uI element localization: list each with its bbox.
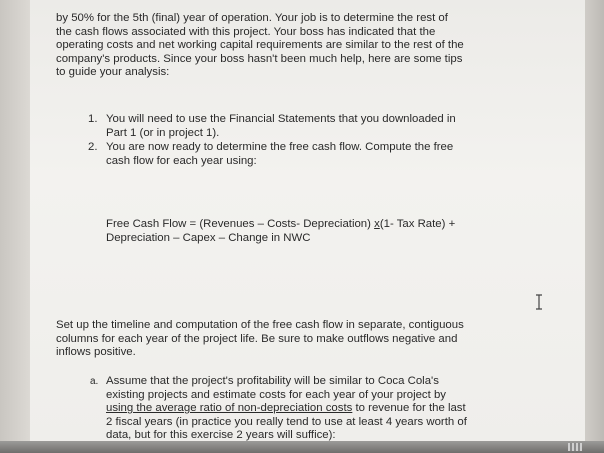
taskbar-strip <box>0 441 604 453</box>
free-cash-flow-formula <box>106 218 546 245</box>
document-page[interactable] <box>30 0 585 445</box>
timeline-paragraph: Set up the timeline and computation of the free cash flow in separate, contiguous columns for each year of the project life. Be sure to make outflows negative and inflows positive. <box>56 319 464 359</box>
sublist-item-text <box>106 375 556 443</box>
sublist-text-end: to revenue for the last 2 fiscal years (in practice you really tend to use at least 4 years worth of data, but for this exercise 2 years will suffice): <box>106 402 467 442</box>
screen-left-edge <box>0 0 30 453</box>
list-item-number: 1. <box>88 113 98 125</box>
formula-underlined-x: x <box>374 218 380 230</box>
list-item-number: 2. <box>88 141 98 153</box>
screen-right-edge <box>585 0 604 453</box>
sublist-text-start: Assume that the project's profitability will be similar to Coca Cola's existing projects and estimate costs for each year of your project by <box>106 375 446 401</box>
formula-line1-end: (1- Tax Rate) + <box>379 218 456 230</box>
list-item-text: You are now ready to determine the free cash flow. Compute the free cash flow for each year using: <box>106 141 454 167</box>
resize-grip-icon[interactable] <box>568 443 582 451</box>
sublist-item-letter: a. <box>90 376 99 387</box>
formula-line1-start: Free Cash Flow = (Revenues – Costs- Depreciation) <box>106 218 375 230</box>
text-cursor-icon <box>533 294 545 310</box>
sublist-underlined-text: using the average ratio of non-depreciation costs <box>106 402 353 415</box>
formula-line2: Depreciation – Capex – Change in NWC <box>106 231 311 244</box>
intro-paragraph: by 50% for the 5th (final) year of operation. Your job is to determine the rest of the cash flows associated with this project. Your boss has indicated that the operating costs and net working capital requirements are similar to the rest of the company's products. Since your boss hasn't been much help, here are some tips to guide your analysis: <box>56 12 464 79</box>
list-item-text: You will need to use the Financial Statements that you downloaded in Part 1 (or in project 1). <box>106 113 456 139</box>
